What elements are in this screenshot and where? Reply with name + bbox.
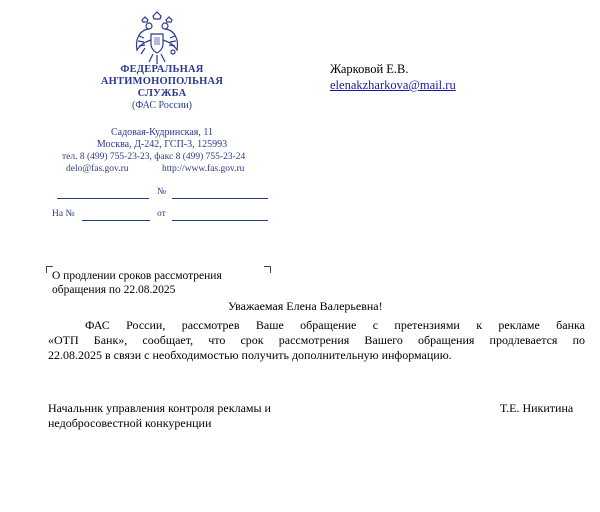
reg-number-value-line	[172, 198, 268, 199]
recipient-email-link[interactable]: elenakzharkova@mail.ru	[330, 78, 456, 92]
russian-coat-of-arms-icon	[133, 10, 181, 66]
subject-bracket-right	[264, 266, 271, 273]
on-number-line	[82, 220, 150, 221]
signatory-name: Т.Е. Никитина	[500, 401, 574, 415]
subject-line2: обращения по 22.08.2025	[52, 284, 176, 296]
agency-email: delo@fas.gov.ru	[66, 164, 129, 174]
from-label: от	[157, 209, 166, 219]
on-number-label: На №	[52, 209, 75, 219]
salutation: Уважаемая Елена Валерьевна!	[228, 299, 383, 313]
body-line3: 22.08.2025 в связи с необходимостью получить дополнительную информацию.	[48, 348, 452, 362]
agency-name-line1: ФЕДЕРАЛЬНАЯ	[120, 64, 204, 75]
agency-short-name: (ФАС России)	[132, 100, 192, 111]
signatory-position-line1: Начальник управления контроля рекламы и	[48, 401, 271, 415]
agency-website: http://www.fas.gov.ru	[162, 164, 245, 174]
body-line1: ФАС России, рассмотрев Ваше обращение с претензиями к рекламе банка	[85, 318, 585, 332]
phone-fax: тел. 8 (499) 755-23-23, факс 8 (499) 755-23-24	[62, 152, 246, 162]
from-date-line	[172, 220, 268, 221]
signatory-position-line2: недобросовестной конкуренции	[48, 416, 212, 430]
agency-name-line3: СЛУЖБА	[137, 88, 187, 99]
address-line2: Москва, Д-242, ГСП-3, 125993	[96, 139, 228, 150]
reg-number-line	[57, 198, 149, 199]
recipient-name: Жарковой Е.В.	[330, 62, 409, 76]
address-line1: Садовая-Кудринская, 11	[110, 127, 214, 138]
number-sign: №	[157, 187, 167, 197]
agency-name-line2: АНТИМОНОПОЛЬНАЯ	[100, 76, 224, 87]
subject-line1: О продлении сроков рассмотрения	[52, 270, 222, 282]
body-line2: «ОТП Банк», сообщает, что срок рассмотрения Вашего обращения продлевается по	[48, 333, 585, 347]
